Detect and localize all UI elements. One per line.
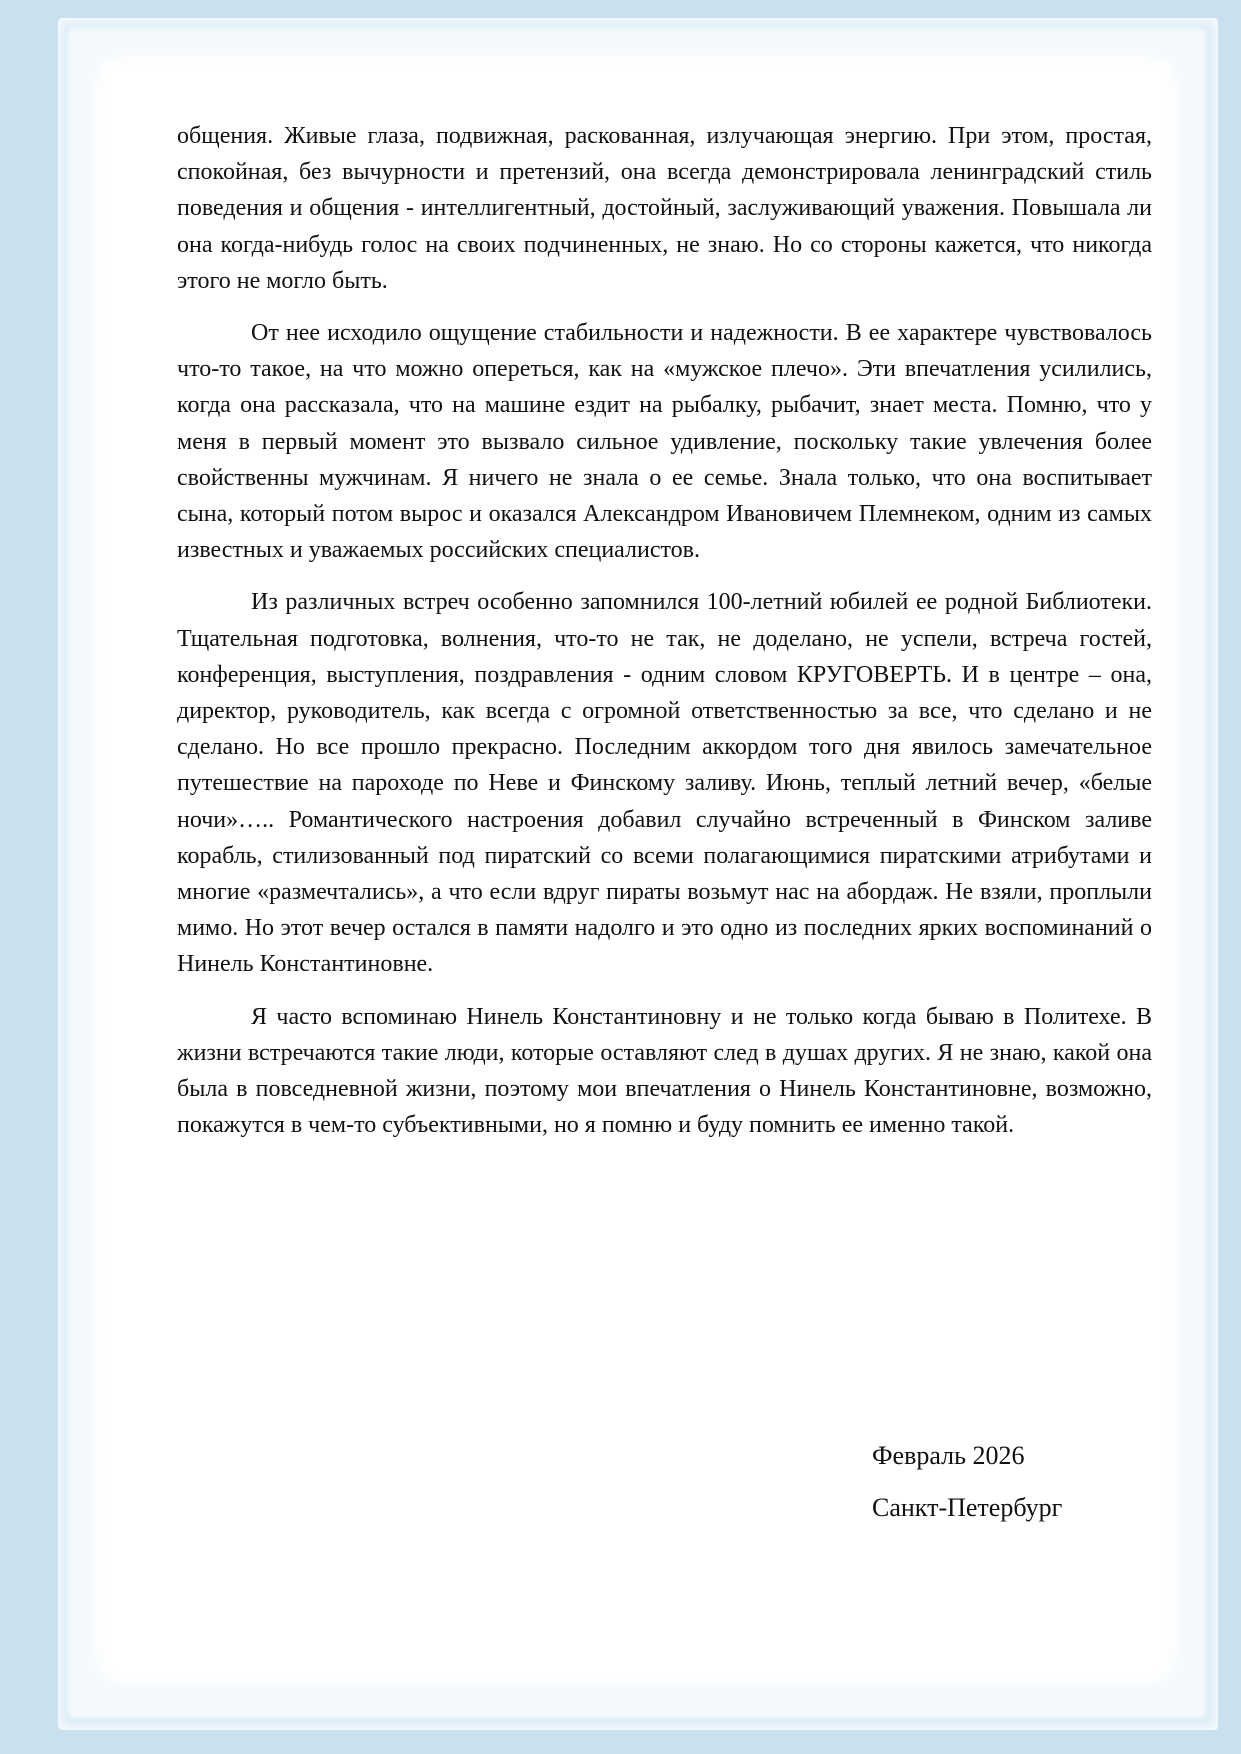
document-body [177, 118, 1152, 1159]
paragraph-4: Я часто вспоминаю Нинель Константиновну и не только когда бываю в Политехе. В жизни встречаются такие люди, которые оставляют след в душах других. Я не знаю, какой она была в повседневной жизни, поэтому мои впечатления о Нинель Константиновне, возможно, покажутся в чем-то субъективными, но я помню и буду помнить ее именно такой. [177, 1003, 1152, 1139]
signature-date: Февраль 2026 [872, 1441, 1025, 1470]
paragraph-1: общения. Живые глаза, подвижная, раскованная, излучающая энергию. При этом, простая, спокойная, без вычурности и претензий, она всегда демонстрировала ленинградский стиль поведения и общения - интеллигентный, достойный, заслуживающий уважения. Повышала ли она когда-нибудь голос на своих подчиненных, не знаю. Но со стороны кажется, что никогда этого не могло быть. [177, 123, 1152, 294]
paragraph-3: Из различных встреч особенно запомнился 100-летний юбилей ее родной Библиотеки. Тщательная подготовка, волнения, что-то не так, не доделано, не успели, встреча гостей, конференция, выступления, поздравления - одним словом КРУГОВЕРТЬ. И в центре – она, директор, руководитель, как всегда с огромной ответственностью за все, что сделано и не сделано. Но все прошло прекрасно. Последним аккордом того дня явилось замечательное путешествие на пароходе по Неве и Финскому заливу. Июнь, теплый летний вечер, «белые ночи»….. Романтического настроения добавил случайно встреченный в Финском заливе корабль, стилизованный под пиратский со всеми полагающимися пиратскими атрибутами и многие «размечтались», а что если вдруг пираты возьмут нас на абордаж. Не взяли, проплыли мимо. Но этот вечер остался в памяти надолго и это одно из последних ярких воспоминаний о Нинель Константиновне. [177, 589, 1152, 978]
paragraph-2: От нее исходило ощущение стабильности и надежности. В ее характере чувствовалось что-то такое, на что можно опереться, как на «мужское плечо». Эти впечатления усилились, когда она рассказала, что на машине ездит на рыбалку, рыбачит, знает места. Помню, что у меня в первый момент это вызвало сильное удивление, поскольку такие увлечения более свойственны мужчинам. Я ничего не знала о ее семье. Знала только, что она воспитывает сына, который потом вырос и оказался Александром Ивановичем Племнеком, одним из самых известных и уважаемых российских специалистов. [177, 320, 1152, 564]
signature-block [872, 1430, 1062, 1534]
signature-place: Санкт-Петербург [872, 1493, 1063, 1522]
